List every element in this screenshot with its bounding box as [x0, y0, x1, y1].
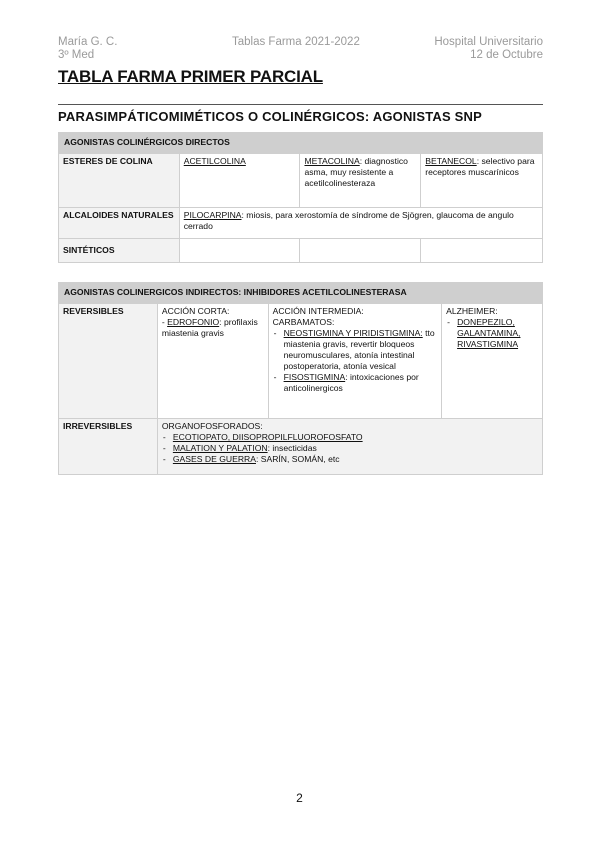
cell-title: ALZHEIMER:: [446, 306, 498, 316]
document-title: TABLA FARMA PRIMER PARCIAL: [58, 67, 323, 86]
drug-description: : diagnostico asma, muy resistente a acetilcolinesteraza: [304, 156, 408, 188]
drug-name: GASES DE GUERRA: [172, 454, 256, 464]
drug-description: : intoxicaciones por anticolinergicos: [283, 372, 419, 393]
drug-name: EDROFONIO: [167, 317, 220, 327]
indirect-agonists-table: [58, 282, 543, 475]
hospital-name: Hospital Universitario: [434, 36, 543, 48]
dash-prefix: -: [161, 317, 168, 327]
cell-subtitle: CARBAMATOS:: [272, 317, 335, 327]
row-label-sinteticos: SINTÉTICOS: [59, 239, 180, 263]
cell-title: ACCIÓN CORTA:: [161, 306, 230, 316]
cell-accion-corta: [157, 304, 268, 419]
cell-accion-intermedia: [268, 304, 442, 419]
drug-name: METACOLINA: [304, 156, 360, 166]
page-number: 2: [296, 791, 303, 805]
table-heading: AGONISTAS COLINÉRGICOS DIRECTOS: [59, 133, 543, 154]
cell-alzheimer: [442, 304, 543, 419]
list-item: [162, 432, 538, 443]
drug-name: ACETILCOLINA: [183, 156, 246, 166]
cell-pilocarpina: [179, 208, 542, 239]
list-item: [273, 328, 438, 372]
drug-name: MALATION Y PALATION: [172, 443, 268, 453]
page-header: [58, 36, 543, 66]
section-divider: [58, 104, 543, 124]
drug-name: NEOSTIGMINA Y PIRIDISTIGMINA:: [283, 328, 423, 338]
empty-cell: [179, 239, 300, 263]
drug-description: : miosis, para xerostomía de síndrome de Sjögren, glaucoma de angulo cerrado: [183, 210, 514, 231]
table-heading: AGONISTAS COLINERGICOS INDIRECTOS: INHIBIDORES ACETILCOLINESTERASA: [59, 283, 543, 304]
direct-agonists-table: [58, 132, 543, 263]
empty-cell: [421, 239, 543, 263]
drug-list: [446, 317, 538, 350]
cell-metacolina: [300, 154, 421, 208]
header-date: 12 de Octubre: [470, 49, 543, 61]
author-name: María G. C.: [58, 36, 118, 48]
course-label: 3º Med: [58, 49, 95, 61]
row-label-alcaloides: ALCALOIDES NATURALES: [59, 208, 180, 239]
cell-betanecol: [421, 154, 543, 208]
list-item: [446, 317, 538, 350]
cell-organofosforados: [157, 419, 542, 475]
drug-description: : profilaxis miastenia gravis: [161, 317, 258, 338]
drug-name: FISOSTIGMINA: [283, 372, 346, 382]
drug-description: : insecticidas: [267, 443, 317, 453]
drug-name: BETANECOL: [425, 156, 477, 166]
list-item: [162, 443, 538, 454]
cell-title: ORGANOFOSFORADOS:: [161, 421, 263, 431]
list-item: [162, 454, 538, 465]
drug-list: [273, 328, 438, 394]
empty-cell: [300, 239, 421, 263]
header-right: [434, 36, 543, 62]
cell-acetilcolina: [179, 154, 300, 208]
drug-description: tto miastenia gravis, revertir bloqueos neuromusculares, atonía intestinal postoperatoria, atonía vesical: [283, 328, 435, 371]
header-center: Tablas Farma 2021-2022: [232, 36, 360, 48]
drug-description: : SARÍN, SOMÁN, etc: [255, 454, 340, 464]
cell-title: ACCIÓN INTERMEDIA:: [272, 306, 364, 316]
drug-name: DONEPEZILO, GALANTAMINA, RIVASTIGMINA: [457, 317, 521, 349]
drug-name: PILOCARPINA: [183, 210, 242, 220]
row-label-reversibles: REVERSIBLES: [59, 304, 158, 419]
row-label-irreversibles: IRREVERSIBLES: [59, 419, 158, 475]
drug-name: ECOTIOPATO, DIISOPROPILFLUOROFOSFATO: [172, 432, 363, 442]
list-item: [273, 372, 438, 394]
drug-list: [162, 432, 538, 465]
drug-description: : selectivo para receptores muscarínicos: [425, 156, 535, 177]
header-left: [58, 36, 117, 62]
section-title: PARASIMPÁTICOMIMÉTICOS O COLINÉRGICOS: AGONISTAS SNP: [58, 109, 483, 124]
row-label-esteres: ESTERES DE COLINA: [59, 154, 180, 208]
